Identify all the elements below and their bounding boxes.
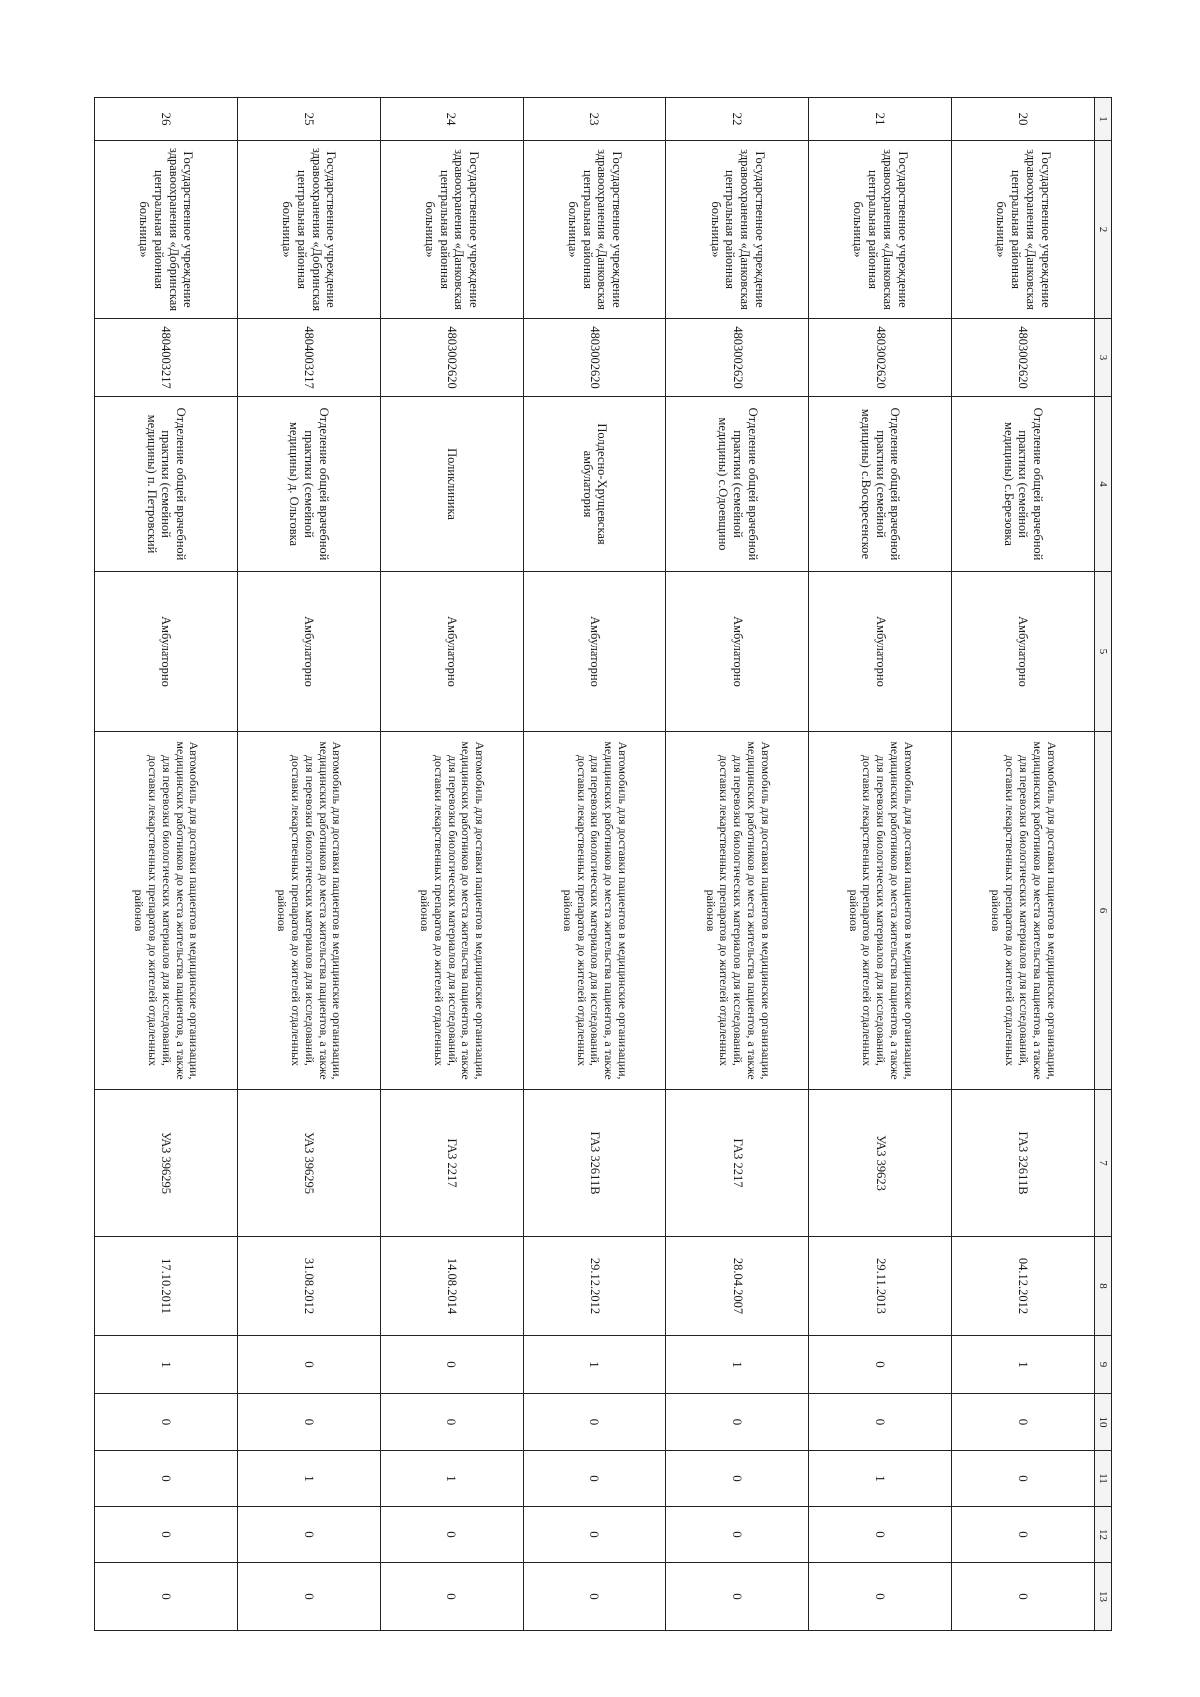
vehicle-model-cell: ГАЗ 32611В bbox=[523, 1090, 666, 1237]
purpose-cell: Автомобиль для доставки пациентов в медицинские организации, медицинских работников до места жительства пациентов, а также для перевозки биологических материалов для исследований, доставки лекарственных препаратов до жителей отдаленных районов bbox=[952, 732, 1095, 1090]
value-cell: 0 bbox=[523, 1451, 666, 1507]
rotated-page bbox=[94, 97, 1112, 1630]
date-cell: 14.08.2014 bbox=[380, 1237, 523, 1336]
column-number: 12 bbox=[1095, 1507, 1112, 1563]
row-number: 25 bbox=[237, 98, 380, 141]
value-cell: 0 bbox=[95, 1563, 238, 1631]
department-cell: Отделение общей врачебной практики (семейной медицины) с.Березовка bbox=[952, 397, 1095, 572]
vehicle-model-cell: УАЗ 396295 bbox=[95, 1090, 238, 1237]
value-cell: 1 bbox=[95, 1336, 238, 1394]
value-cell: 0 bbox=[523, 1507, 666, 1563]
column-number: 2 bbox=[1095, 141, 1112, 319]
table-row bbox=[237, 98, 380, 1631]
department-cell: Поликлиника bbox=[380, 397, 523, 572]
inn-cell: 4803002620 bbox=[523, 319, 666, 397]
value-cell: 1 bbox=[523, 1336, 666, 1394]
organization-cell: Государственное учреждение здравоохранения «Данковская центральная районная больница» bbox=[523, 141, 666, 319]
vehicle-model-cell: ГАЗ 2217 bbox=[380, 1090, 523, 1237]
value-cell: 0 bbox=[380, 1394, 523, 1451]
value-cell: 0 bbox=[952, 1394, 1095, 1451]
department-cell: Отделение общей врачебной практики (семейной медицины) с.Одоевщино bbox=[666, 397, 809, 572]
organization-cell: Государственное учреждение здравоохранения «Данковская центральная районная больница» bbox=[809, 141, 952, 319]
purpose-cell: Автомобиль для доставки пациентов в медицинские организации, медицинских работников до места жительства пациентов, а также для перевозки биологических материалов для исследований, доставки лекарственных препаратов до жителей отдаленных районов bbox=[523, 732, 666, 1090]
purpose-cell: Автомобиль для доставки пациентов в медицинские организации, медицинских работников до места жительства пациентов, а также для перевозки биологических материалов для исследований, доставки лекарственных препаратов до жителей отдаленных районов bbox=[380, 732, 523, 1090]
date-cell: 28.04.2007 bbox=[666, 1237, 809, 1336]
column-number: 7 bbox=[1095, 1090, 1112, 1237]
date-cell: 29.11.2013 bbox=[809, 1237, 952, 1336]
value-cell: 0 bbox=[95, 1451, 238, 1507]
value-cell: 0 bbox=[952, 1507, 1095, 1563]
organization-cell: Государственное учреждение здравоохранения «Добринская центральная районная больница» bbox=[237, 141, 380, 319]
column-number: 5 bbox=[1095, 572, 1112, 732]
department-cell: Отделение общей врачебной практики (семейной медицины) п. Петровский bbox=[95, 397, 238, 572]
row-number: 23 bbox=[523, 98, 666, 141]
care-condition-cell: Амбулаторно bbox=[237, 572, 380, 732]
department-cell: Отделение общей врачебной практики (семейной медицины) с.Воскресенское bbox=[809, 397, 952, 572]
organization-cell: Государственное учреждение здравоохранения «Данковская центральная районная больница» bbox=[666, 141, 809, 319]
organization-cell: Государственное учреждение здравоохранения «Данковская центральная районная больница» bbox=[380, 141, 523, 319]
table-row bbox=[380, 98, 523, 1631]
row-number: 21 bbox=[809, 98, 952, 141]
purpose-cell: Автомобиль для доставки пациентов в медицинские организации, медицинских работников до места жительства пациентов, а также для перевозки биологических материалов для исследований, доставки лекарственных препаратов до жителей отдаленных районов bbox=[809, 732, 952, 1090]
date-cell: 04.12.2012 bbox=[952, 1237, 1095, 1336]
column-number: 10 bbox=[1095, 1394, 1112, 1451]
row-number: 20 bbox=[952, 98, 1095, 141]
column-number: 6 bbox=[1095, 732, 1112, 1090]
vehicle-model-cell: ГАЗ 32611В bbox=[952, 1090, 1095, 1237]
date-cell: 17.10.2011 bbox=[95, 1237, 238, 1336]
vehicles-table bbox=[94, 97, 1112, 1631]
column-number: 8 bbox=[1095, 1237, 1112, 1336]
row-number: 24 bbox=[380, 98, 523, 141]
value-cell: 0 bbox=[95, 1394, 238, 1451]
column-number: 13 bbox=[1095, 1563, 1112, 1631]
value-cell: 0 bbox=[666, 1451, 809, 1507]
value-cell: 0 bbox=[380, 1507, 523, 1563]
value-cell: 0 bbox=[666, 1563, 809, 1631]
value-cell: 1 bbox=[666, 1336, 809, 1394]
column-number: 11 bbox=[1095, 1451, 1112, 1507]
purpose-cell: Автомобиль для доставки пациентов в медицинские организации, медицинских работников до места жительства пациентов, а также для перевозки биологических материалов для исследований, доставки лекарственных препаратов до жителей отдаленных районов bbox=[237, 732, 380, 1090]
value-cell: 1 bbox=[380, 1451, 523, 1507]
inn-cell: 4804003217 bbox=[237, 319, 380, 397]
care-condition-cell: Амбулаторно bbox=[809, 572, 952, 732]
column-number: 1 bbox=[1095, 98, 1112, 141]
column-number: 3 bbox=[1095, 319, 1112, 397]
value-cell: 0 bbox=[523, 1563, 666, 1631]
value-cell: 0 bbox=[237, 1394, 380, 1451]
date-cell: 29.12.2012 bbox=[523, 1237, 666, 1336]
value-cell: 0 bbox=[952, 1563, 1095, 1631]
organization-cell: Государственное учреждение здравоохранения «Данковская центральная районная больница» bbox=[952, 141, 1095, 319]
table-row bbox=[952, 98, 1095, 1631]
column-number: 4 bbox=[1095, 397, 1112, 572]
row-number: 26 bbox=[95, 98, 238, 141]
value-cell: 0 bbox=[809, 1394, 952, 1451]
care-condition-cell: Амбулаторно bbox=[952, 572, 1095, 732]
value-cell: 0 bbox=[237, 1336, 380, 1394]
inn-cell: 4803002620 bbox=[666, 319, 809, 397]
inn-cell: 4803002620 bbox=[809, 319, 952, 397]
value-cell: 0 bbox=[380, 1563, 523, 1631]
table-row bbox=[809, 98, 952, 1631]
value-cell: 0 bbox=[523, 1394, 666, 1451]
value-cell: 0 bbox=[666, 1507, 809, 1563]
inn-cell: 4803002620 bbox=[380, 319, 523, 397]
purpose-cell: Автомобиль для доставки пациентов в медицинские организации, медицинских работников до места жительства пациентов, а также для перевозки биологических материалов для исследований, доставки лекарственных препаратов до жителей отдаленных районов bbox=[95, 732, 238, 1090]
value-cell: 0 bbox=[95, 1507, 238, 1563]
value-cell: 0 bbox=[380, 1336, 523, 1394]
care-condition-cell: Амбулаторно bbox=[380, 572, 523, 732]
row-number: 22 bbox=[666, 98, 809, 141]
organization-cell: Государственное учреждение здравоохранения «Добринская центральная районная больница» bbox=[95, 141, 238, 319]
inn-cell: 4803002620 bbox=[952, 319, 1095, 397]
care-condition-cell: Амбулаторно bbox=[523, 572, 666, 732]
value-cell: 0 bbox=[237, 1563, 380, 1631]
table-row bbox=[95, 98, 238, 1631]
column-number-row bbox=[1095, 98, 1112, 1631]
purpose-cell: Автомобиль для доставки пациентов в медицинские организации, медицинских работников до места жительства пациентов, а также для перевозки биологических материалов для исследований, доставки лекарственных препаратов до жителей отдаленных районов bbox=[666, 732, 809, 1090]
vehicle-model-cell: ГАЗ 2217 bbox=[666, 1090, 809, 1237]
value-cell: 0 bbox=[952, 1451, 1095, 1507]
value-cell: 0 bbox=[809, 1336, 952, 1394]
date-cell: 31.08.2012 bbox=[237, 1237, 380, 1336]
department-cell: Отделение общей врачебной практики (семейной медицины) д. Ольговка bbox=[237, 397, 380, 572]
table-row bbox=[523, 98, 666, 1631]
value-cell: 0 bbox=[237, 1507, 380, 1563]
inn-cell: 4804003217 bbox=[95, 319, 238, 397]
column-number: 9 bbox=[1095, 1336, 1112, 1394]
vehicle-model-cell: УАЗ 39623 bbox=[809, 1090, 952, 1237]
care-condition-cell: Амбулаторно bbox=[666, 572, 809, 732]
table-row bbox=[666, 98, 809, 1631]
value-cell: 0 bbox=[809, 1507, 952, 1563]
value-cell: 1 bbox=[809, 1451, 952, 1507]
care-condition-cell: Амбулаторно bbox=[95, 572, 238, 732]
vehicle-model-cell: УАЗ 396295 bbox=[237, 1090, 380, 1237]
value-cell: 1 bbox=[237, 1451, 380, 1507]
value-cell: 0 bbox=[666, 1394, 809, 1451]
value-cell: 1 bbox=[952, 1336, 1095, 1394]
value-cell: 0 bbox=[809, 1563, 952, 1631]
department-cell: Полдесно-Хрущевская амбулатория bbox=[523, 397, 666, 572]
